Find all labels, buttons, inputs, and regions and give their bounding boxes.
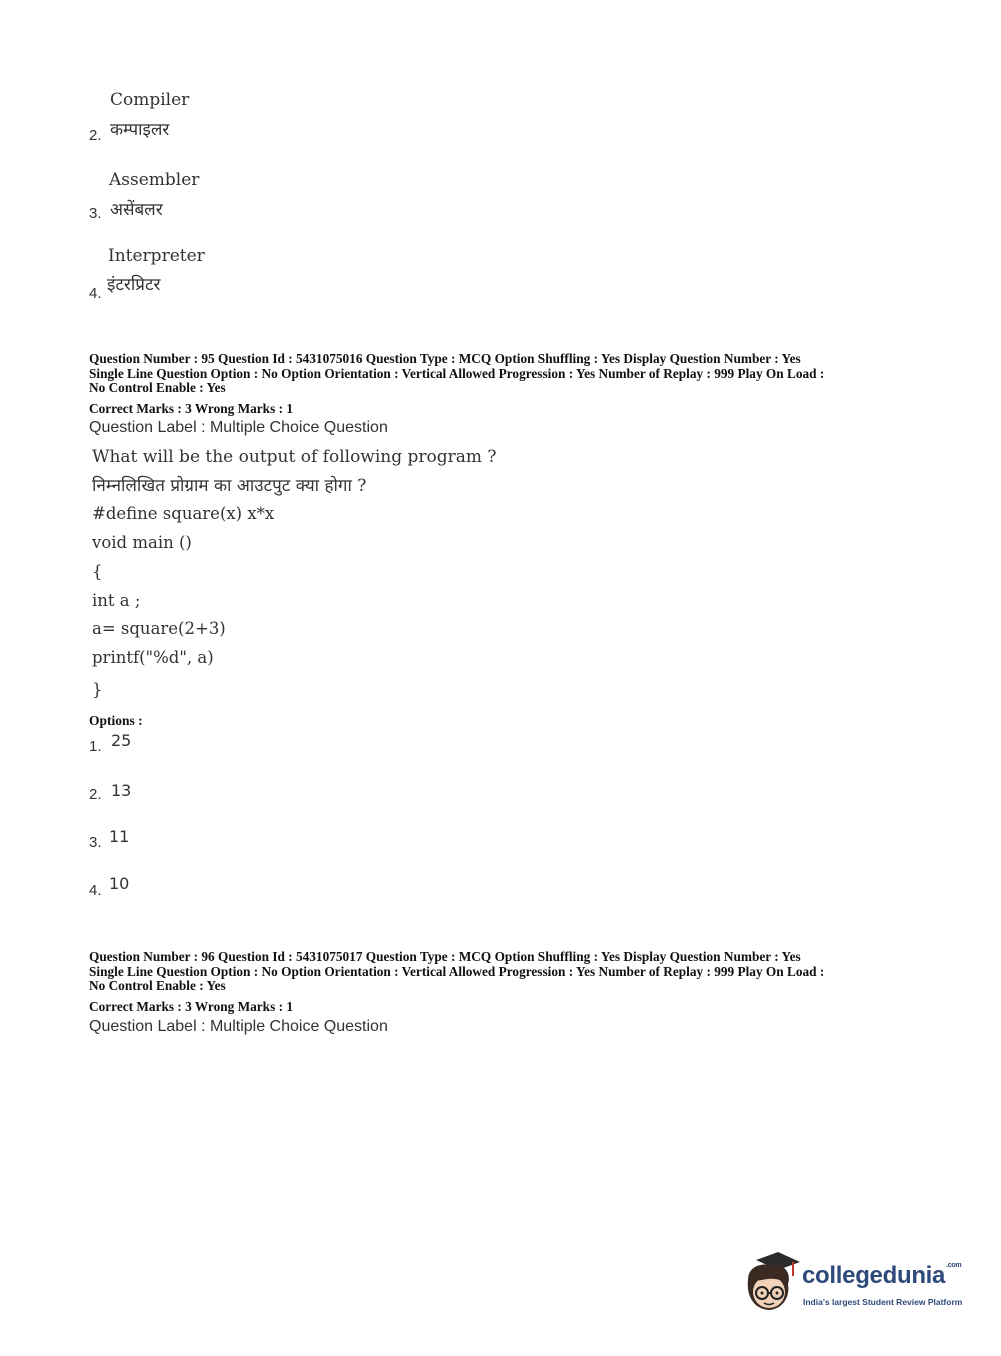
logo-suffix: .com — [946, 1262, 962, 1269]
code-line-5: a= square(2+3) — [92, 619, 226, 638]
logo-tagline: India's largest Student Review Platform — [803, 1297, 963, 1307]
question-95-option-1-number: 1. — [89, 738, 102, 755]
question-95-option-1-value: 25 — [111, 731, 132, 750]
question-95-label: Question Label : Multiple Choice Question — [89, 419, 388, 436]
question-95-marks: Correct Marks : 3 Wrong Marks : 1 — [89, 401, 293, 416]
question-96-label: Question Label : Multiple Choice Question — [89, 1018, 388, 1035]
logo-name: collegedunia — [802, 1262, 946, 1289]
question-95-option-3-number: 3. — [89, 834, 102, 851]
code-line-1: #define square(x) x*x — [92, 504, 275, 523]
prev-option-3-hindi: असेंबलर — [110, 200, 163, 220]
prev-option-4-hindi: इंटरप्रिटर — [107, 275, 161, 295]
question-95-option-2-value: 13 — [111, 781, 132, 800]
prev-option-3-number: 3. — [89, 205, 102, 222]
question-95-option-4-value: 10 — [109, 874, 130, 893]
question-95-meta-line-2: Single Line Question Option : No Option Orientation : Vertical Allowed Progression : Yes Number of Replay : 999 Play On Load : — [89, 365, 825, 381]
question-95-option-2-number: 2. — [89, 786, 102, 803]
question-96-meta — [89, 950, 919, 994]
question-95-meta-line-1: Question Number : 95 Question Id : 5431075016 Question Type : MCQ Option Shuffling : Yes Display Question Number : Yes — [89, 351, 801, 366]
code-line-7: } — [92, 680, 103, 699]
prev-option-2-english: Compiler — [110, 90, 190, 110]
question-95-text-english: What will be the output of following program ? — [92, 447, 497, 467]
collegedunia-logo[interactable] — [740, 1250, 970, 1320]
prev-option-3-english: Assembler — [109, 170, 200, 190]
code-line-2: void main () — [92, 533, 192, 552]
code-line-4: int a ; — [92, 591, 141, 610]
question-95-meta — [89, 352, 919, 396]
question-95-options-heading: Options : — [89, 713, 143, 728]
question-95-option-4-number: 4. — [89, 882, 102, 899]
prev-option-2-number: 2. — [89, 127, 102, 144]
question-96-meta-line-3: No Control Enable : Yes — [89, 978, 226, 993]
code-line-3: { — [92, 562, 103, 581]
question-96-meta-line-2: Single Line Question Option : No Option Orientation : Vertical Allowed Progression : Yes Number of Replay : 999 Play On Load : — [89, 963, 825, 979]
logo-wordmark — [802, 1262, 961, 1290]
question-95-meta-line-3: No Control Enable : Yes — [89, 380, 226, 395]
question-96-marks: Correct Marks : 3 Wrong Marks : 1 — [89, 999, 293, 1014]
prev-option-2-hindi: कम्पाइलर — [110, 120, 170, 140]
question-95-option-3-value: 11 — [109, 827, 130, 846]
prev-option-4-number: 4. — [89, 285, 102, 302]
prev-option-4-english: Interpreter — [108, 246, 205, 266]
question-96-meta-line-1: Question Number : 96 Question Id : 5431075017 Question Type : MCQ Option Shuffling : Yes Display Question Number : Yes — [89, 949, 801, 964]
question-95-text-hindi: निम्नलिखित प्रोग्राम का आउटपुट क्या होगा ? — [92, 476, 367, 496]
code-line-6: printf("%d", a) — [92, 648, 214, 667]
mascot-icon — [740, 1250, 800, 1318]
